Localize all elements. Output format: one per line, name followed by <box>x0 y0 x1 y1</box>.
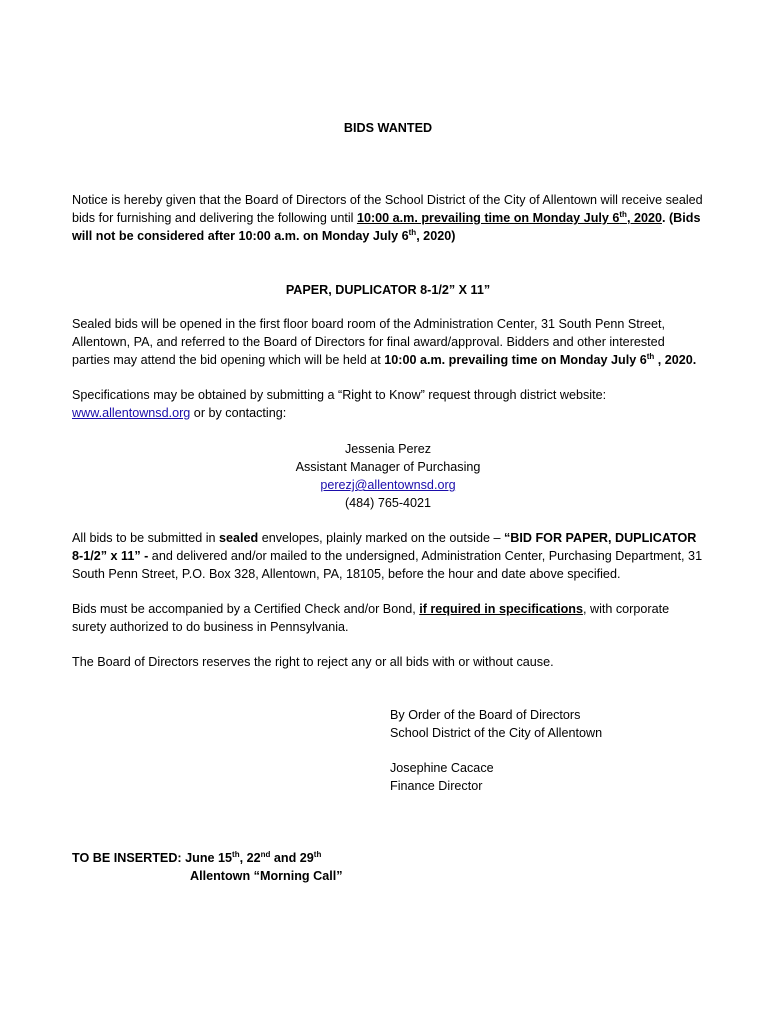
signature-block <box>390 706 602 795</box>
signer-name: Josephine Cacace <box>390 761 494 775</box>
reserve-paragraph: The Board of Directors reserves the right to reject any or all bids with or without cause. <box>72 655 554 669</box>
signature-line-2: School District of the City of Allentown <box>390 726 603 740</box>
signature-line-1: By Order of the Board of Directors <box>390 708 581 722</box>
surety-paragraph: Bids must be accompanied by a Certified Check and/or Bond, if required in specifications, with corporate surety authorized to do business in Pennsylvania. <box>72 602 670 634</box>
contact-phone: (484) 765-4021 <box>344 496 432 510</box>
opening-paragraph: Sealed bids will be opened in the first floor board room of the Administration Center, 31 South Penn Street, Allentown, PA, and referred to the Board of Directors for final award/approval. Bidders and other interested parties may attend the bid opening which will be held at 10:00 a.m. prevailing time on Monday July 6th , 2020. <box>72 317 697 367</box>
signer-role: Finance Director <box>390 779 483 793</box>
website-link[interactable]: www.allentownsd.org <box>72 406 191 420</box>
contact-name: Jessenia Perez <box>344 442 432 456</box>
document-title: BIDS WANTED <box>343 121 433 135</box>
contact-block <box>72 440 704 512</box>
item-heading: PAPER, DUPLICATOR 8-1/2” X 11” <box>285 283 491 297</box>
specs-paragraph: Specifications may be obtained by submitting a “Right to Know” request through district website: www.allentownsd.org or by contacting: <box>72 388 607 420</box>
submission-paragraph: All bids to be submitted in sealed envelopes, plainly marked on the outside – “BID FOR PAPER, DUPLICATOR 8-1/2” x 11” - and delivered and/or mailed to the undersigned, Administration Center, Purchasing Department, 31 South Penn Street, P.O. Box 328, Allentown, PA, 18105, before the hour and date above specified. <box>72 531 703 581</box>
contact-email-link[interactable]: perezj@allentownsd.org <box>320 478 456 492</box>
publication-name: Allentown “Morning Call” <box>190 869 343 883</box>
notice-paragraph: Notice is hereby given that the Board of Directors of the School District of the City of Allentown will receive sealed bids for furnishing and delivering the following until 10:00 a.m. prevailing time on Monday July 6th, 2020. (Bids will not be considered after 10:00 a.m. on Monday July 6th, 2020) <box>72 193 703 243</box>
insertion-note: TO BE INSERTED: June 15th, 22nd and 29th Allentown “Morning Call” <box>72 849 343 883</box>
contact-title: Assistant Manager of Purchasing <box>295 460 481 474</box>
